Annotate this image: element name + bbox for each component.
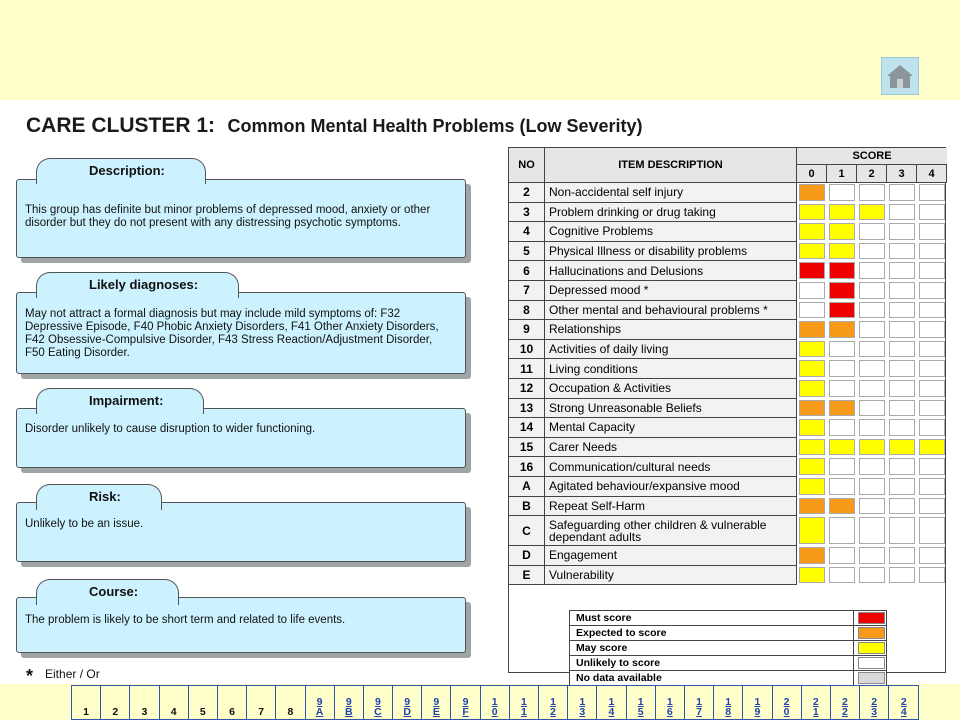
- row-number: 8: [509, 301, 545, 321]
- care-cluster-slide: [0, 100, 960, 684]
- score-cell-unlikely: [889, 478, 915, 495]
- score-cell-unlikely: [919, 341, 945, 358]
- score-cell-unlikely: [919, 458, 945, 475]
- row-description-text: Carer Needs: [549, 440, 618, 455]
- row-description-text: Mental Capacity: [549, 420, 636, 435]
- nav-cluster-22[interactable]: [831, 686, 860, 719]
- table-row: [509, 399, 947, 419]
- nav-label: 9C: [374, 696, 382, 718]
- row-description: [545, 516, 797, 546]
- risk-heading: Risk:: [36, 484, 162, 510]
- score-cell-expected: [799, 498, 825, 515]
- score-cell-unlikely: [859, 223, 885, 240]
- nav-label: 24: [900, 696, 907, 718]
- score-cell-unlikely: [889, 419, 915, 436]
- score-cell-may: [799, 341, 825, 358]
- score-cell-may: [799, 204, 825, 221]
- row-description: [545, 359, 797, 379]
- score-cell-unlikely: [829, 567, 855, 584]
- score-cell-unlikely: [829, 184, 855, 201]
- score-cell-unlikely: [919, 360, 945, 377]
- row-description: [545, 320, 797, 340]
- score-cell-unlikely: [859, 302, 885, 319]
- nav-label: 12: [550, 696, 557, 718]
- score-cell-unlikely: [859, 262, 885, 279]
- row-number: 14: [509, 418, 545, 438]
- score-cell-unlikely: [919, 478, 945, 495]
- score-cell-unlikely: [799, 302, 825, 319]
- table-row: [509, 242, 947, 262]
- score-cell-unlikely: [889, 223, 915, 240]
- score-cell-unlikely: [829, 517, 855, 544]
- nav-cluster-11[interactable]: [510, 686, 539, 719]
- score-cell-unlikely: [919, 243, 945, 260]
- nav-label: 2: [112, 706, 119, 718]
- row-description-text: Other mental and behavioural problems *: [549, 302, 768, 317]
- table-row: [509, 566, 947, 586]
- table-row: [509, 320, 947, 340]
- row-description: [545, 183, 797, 203]
- legend-label: May score: [570, 641, 854, 656]
- nav-cluster-23[interactable]: [860, 686, 889, 719]
- score-cell-unlikely: [889, 204, 915, 221]
- score-cell-unlikely: [889, 302, 915, 319]
- nav-cluster-9d[interactable]: [393, 686, 422, 719]
- top-banner: [0, 0, 960, 100]
- score-cell-may: [829, 204, 855, 221]
- table-row: [509, 203, 947, 223]
- diagnoses-text: May not attract a formal diagnosis but may include mild symptoms of: F32 Depressive Episode, F40 Phobic Anxiety Disorders, F41 Other Anxiety Disorders, F42 Obsessive-Compulsive Disorder, F43 Stress Reaction/Adjustment Disorder, F50 Eating Disorder.: [25, 308, 439, 359]
- score-cell-unlikely: [859, 478, 885, 495]
- table-row: [509, 546, 947, 566]
- nav-label: 7: [258, 706, 265, 718]
- course-callout: [16, 579, 466, 653]
- score-cell-may: [799, 223, 825, 240]
- score-cell-may: [829, 223, 855, 240]
- nav-label: 21: [812, 696, 819, 718]
- score-cell-unlikely: [919, 547, 945, 564]
- row-description: [545, 379, 797, 399]
- score-cell-may: [889, 439, 915, 456]
- risk-text: Unlikely to be an issue.: [25, 518, 144, 530]
- score-cell-must: [829, 262, 855, 279]
- nav-cluster-14[interactable]: [597, 686, 626, 719]
- row-description: [545, 301, 797, 321]
- nav-cluster-20[interactable]: [773, 686, 802, 719]
- score-cell-expected: [829, 498, 855, 515]
- row-number: 7: [509, 281, 545, 301]
- row-description-text: Agitated behaviour/expansive mood: [549, 479, 740, 494]
- footnote: [26, 660, 100, 687]
- score-cell-unlikely: [889, 458, 915, 475]
- score-cell-unlikely: [919, 204, 945, 221]
- title-sub: Common Mental Health Problems (Low Severity): [227, 116, 643, 136]
- nav-label: 22: [842, 696, 848, 718]
- legend-row: [570, 641, 886, 656]
- score-cell-unlikely: [889, 498, 915, 515]
- score-cell-unlikely: [859, 458, 885, 475]
- description-heading: Description:: [36, 158, 206, 184]
- score-cell-unlikely: [859, 321, 885, 338]
- legend-row: [570, 626, 886, 641]
- score-cell-may: [799, 478, 825, 495]
- row-description-text: Relationships: [549, 322, 622, 337]
- nav-label: 9A: [315, 696, 324, 718]
- row-description: [545, 497, 797, 517]
- row-description-text: Occupation & Activities: [549, 381, 672, 396]
- score-cell-may: [799, 360, 825, 377]
- score-cell-unlikely: [889, 567, 915, 584]
- nav-label: 5: [199, 706, 206, 718]
- row-description: [545, 546, 797, 566]
- score-cell-unlikely: [889, 184, 915, 201]
- header-no: NO: [509, 148, 545, 183]
- table-row: [509, 340, 947, 360]
- nav-label: 8: [287, 706, 294, 718]
- score-cell-unlikely: [829, 547, 855, 564]
- score-cell-unlikely: [859, 547, 885, 564]
- score-cell-unlikely: [859, 341, 885, 358]
- row-description: [545, 222, 797, 242]
- nav-label: 19: [754, 696, 761, 718]
- nav-label: 15: [637, 696, 644, 718]
- header-score: SCORE: [797, 148, 947, 165]
- row-description-text: Vulnerability: [549, 568, 614, 583]
- score-cell-unlikely: [889, 400, 915, 417]
- score-cell-unlikely: [919, 302, 945, 319]
- nav-label: 17: [696, 696, 702, 718]
- score-cell-unlikely: [919, 262, 945, 279]
- score-cell-unlikely: [829, 419, 855, 436]
- course-heading: Course:: [36, 579, 179, 605]
- description-callout: [16, 158, 466, 258]
- score-cell-expected: [829, 321, 855, 338]
- score-cell-unlikely: [859, 184, 885, 201]
- row-number: 4: [509, 222, 545, 242]
- course-text: The problem is likely to be short term and related to life events.: [25, 614, 346, 626]
- legend-label: Must score: [570, 611, 854, 626]
- description-text: This group has definite but minor problems of depressed mood, anxiety or other disorder but they do not present with any distressing psychotic symptoms.: [25, 204, 431, 229]
- score-cell-may: [859, 439, 885, 456]
- score-col-header: 0: [797, 165, 827, 183]
- nav-cluster-18[interactable]: [714, 686, 743, 719]
- nav-cluster-1[interactable]: [72, 686, 101, 719]
- nav-label: 3: [141, 706, 148, 718]
- title-main: CARE CLUSTER 1:: [26, 114, 216, 137]
- score-cell-unlikely: [859, 380, 885, 397]
- table-row: [509, 183, 947, 203]
- score-col-header: 3: [887, 165, 917, 183]
- score-cell-unlikely: [919, 567, 945, 584]
- row-number: 11: [509, 359, 545, 379]
- nav-cluster-3[interactable]: [130, 686, 159, 719]
- nav-cluster-10[interactable]: [481, 686, 510, 719]
- score-cell-unlikely: [859, 498, 885, 515]
- nav-cluster-5[interactable]: [189, 686, 218, 719]
- nav-label: 9F: [462, 696, 469, 718]
- score-cell-may: [829, 243, 855, 260]
- score-cell-unlikely: [829, 380, 855, 397]
- row-number: B: [509, 497, 545, 517]
- score-cell-may: [799, 243, 825, 260]
- diagnoses-heading: Likely diagnoses:: [36, 272, 239, 298]
- score-cell-unlikely: [889, 262, 915, 279]
- nav-label: 14: [608, 696, 615, 718]
- row-description: [545, 566, 797, 586]
- table-row: [509, 222, 947, 242]
- row-description-text: Living conditions: [549, 361, 638, 376]
- row-description-text: Repeat Self-Harm: [549, 498, 646, 513]
- score-cell-expected: [799, 184, 825, 201]
- nav-cluster-2[interactable]: [101, 686, 130, 719]
- nav-cluster-19[interactable]: [743, 686, 772, 719]
- score-cell-must: [829, 302, 855, 319]
- score-cell-unlikely: [889, 380, 915, 397]
- nav-cluster-13[interactable]: [568, 686, 597, 719]
- row-description-text: Safeguarding other children & vulnerable dependant adults: [549, 517, 767, 544]
- nav-label: 11: [520, 696, 527, 718]
- score-cell-unlikely: [889, 517, 915, 544]
- row-number: D: [509, 546, 545, 566]
- score-cell-unlikely: [919, 321, 945, 338]
- score-cell-must: [799, 262, 825, 279]
- home-button[interactable]: [881, 57, 919, 95]
- score-cell-expected: [799, 547, 825, 564]
- score-cell-expected: [799, 321, 825, 338]
- row-description: [545, 477, 797, 497]
- nav-label: 9B: [344, 696, 353, 718]
- row-number: 2: [509, 183, 545, 203]
- score-cell-unlikely: [829, 478, 855, 495]
- nav-cluster-9f[interactable]: [451, 686, 480, 719]
- row-number: 10: [509, 340, 545, 360]
- footnote-text: Either / Or: [45, 666, 100, 681]
- page-title: [26, 114, 643, 138]
- nav-cluster-12[interactable]: [539, 686, 568, 719]
- row-description-text: Strong Unreasonable Beliefs: [549, 400, 702, 415]
- score-cell-may: [799, 439, 825, 456]
- row-number: 9: [509, 320, 545, 340]
- table-row: [509, 379, 947, 399]
- score-cell-unlikely: [919, 282, 945, 299]
- row-description-text: Cognitive Problems: [549, 224, 654, 239]
- nav-cluster-6[interactable]: [218, 686, 247, 719]
- score-cell-may: [829, 439, 855, 456]
- score-cell-unlikely: [829, 360, 855, 377]
- legend-swatch: [858, 672, 885, 684]
- score-cell-unlikely: [889, 547, 915, 564]
- legend-row: [570, 656, 886, 671]
- score-cell-must: [829, 282, 855, 299]
- row-description-text: Engagement: [549, 548, 618, 563]
- row-number: 13: [509, 399, 545, 419]
- nav-label: 6: [229, 706, 235, 718]
- legend-swatch: [858, 627, 885, 639]
- nav-cluster-9b[interactable]: [335, 686, 364, 719]
- row-description: [545, 281, 797, 301]
- legend: [569, 610, 887, 687]
- score-grid: [508, 147, 946, 684]
- score-cell-unlikely: [919, 498, 945, 515]
- table-row: [509, 301, 947, 321]
- legend-label: Expected to score: [570, 626, 854, 641]
- score-cell-unlikely: [859, 567, 885, 584]
- row-description-text: Problem drinking or drug taking: [549, 204, 716, 219]
- nav-label: 1: [83, 706, 90, 718]
- nav-label: 20: [783, 696, 790, 718]
- nav-cluster-8[interactable]: [276, 686, 305, 719]
- score-cell-unlikely: [919, 380, 945, 397]
- score-cell-may: [799, 458, 825, 475]
- score-cell-may: [799, 567, 825, 584]
- nav-cluster-9c[interactable]: [364, 686, 393, 719]
- row-number: 6: [509, 261, 545, 281]
- score-cell-may: [799, 380, 825, 397]
- nav-label: 10: [491, 696, 498, 718]
- score-cell-unlikely: [919, 223, 945, 240]
- score-cell-may: [799, 419, 825, 436]
- row-description: [545, 438, 797, 458]
- score-cell-may: [919, 439, 945, 456]
- impairment-callout: [16, 388, 466, 468]
- nav-cluster-21[interactable]: [802, 686, 831, 719]
- legend-swatch: [858, 657, 885, 669]
- score-cell-unlikely: [859, 419, 885, 436]
- risk-callout: [16, 484, 466, 562]
- score-cell-unlikely: [889, 341, 915, 358]
- score-col-header: 1: [827, 165, 857, 183]
- score-cell-unlikely: [859, 243, 885, 260]
- nav-cluster-24[interactable]: [889, 686, 918, 719]
- score-cell-unlikely: [829, 341, 855, 358]
- score-cell-unlikely: [919, 184, 945, 201]
- score-cell-unlikely: [859, 517, 885, 544]
- table-row: [509, 477, 947, 497]
- table-row: [509, 418, 947, 438]
- legend-row: [570, 611, 886, 626]
- row-description: [545, 242, 797, 262]
- legend-label: Unlikely to score: [570, 656, 854, 671]
- row-description-text: Depressed mood *: [549, 283, 649, 298]
- row-number: 12: [509, 379, 545, 399]
- impairment-heading: Impairment:: [36, 388, 204, 414]
- score-cell-unlikely: [919, 517, 945, 544]
- score-cell-unlikely: [919, 400, 945, 417]
- table-row: [509, 438, 947, 458]
- row-number: 5: [509, 242, 545, 262]
- nav-cluster-9e[interactable]: [422, 686, 451, 719]
- row-number: 16: [509, 457, 545, 477]
- nav-cluster-7[interactable]: [247, 686, 276, 719]
- row-description-text: Hallucinations and Delusions: [549, 263, 704, 278]
- score-cell-may: [859, 204, 885, 221]
- legend-swatch: [858, 642, 885, 654]
- impairment-text: Disorder unlikely to cause disruption to wider functioning.: [25, 423, 316, 435]
- row-number: A: [509, 477, 545, 497]
- row-description-text: Communication/cultural needs: [549, 459, 711, 474]
- table-row: [509, 261, 947, 281]
- score-col-header: 2: [857, 165, 887, 183]
- row-description: [545, 340, 797, 360]
- row-number: 3: [509, 203, 545, 223]
- score-cell-expected: [829, 400, 855, 417]
- cluster-nav-bar: [71, 685, 919, 720]
- table-row: [509, 359, 947, 379]
- footnote-star: *: [26, 666, 34, 686]
- row-description-text: Physical Illness or disability problems: [549, 244, 748, 259]
- score-cell-unlikely: [859, 282, 885, 299]
- row-number: 15: [509, 438, 545, 458]
- row-number: E: [509, 566, 545, 586]
- nav-label: 18: [725, 696, 732, 718]
- nav-label: 16: [666, 696, 673, 718]
- score-col-header: 4: [917, 165, 947, 183]
- row-description-text: Activities of daily living: [549, 342, 669, 357]
- nav-cluster-9a[interactable]: [306, 686, 335, 719]
- nav-cluster-17[interactable]: [685, 686, 714, 719]
- score-cell-unlikely: [889, 360, 915, 377]
- score-cell-unlikely: [919, 419, 945, 436]
- score-cell-unlikely: [829, 458, 855, 475]
- nav-cluster-4[interactable]: [160, 686, 189, 719]
- score-cell-may: [799, 517, 825, 544]
- score-cell-unlikely: [889, 243, 915, 260]
- table-row: [509, 457, 947, 477]
- score-cell-unlikely: [889, 282, 915, 299]
- row-description: [545, 418, 797, 438]
- nav-label: 9D: [403, 696, 411, 718]
- nav-cluster-15[interactable]: [627, 686, 656, 719]
- row-description: [545, 457, 797, 477]
- row-number: C: [509, 516, 545, 546]
- nav-label: 23: [871, 696, 878, 718]
- table-row: [509, 516, 947, 546]
- legend-swatch: [858, 612, 885, 624]
- row-description: [545, 203, 797, 223]
- row-description: [545, 261, 797, 281]
- legend-row: [570, 671, 886, 686]
- home-icon: [885, 62, 915, 90]
- diagnoses-callout: [16, 272, 466, 374]
- score-cell-unlikely: [889, 321, 915, 338]
- row-description: [545, 399, 797, 419]
- row-description-text: Non-accidental self injury: [549, 185, 684, 200]
- nav-label: 4: [170, 706, 177, 718]
- legend-label: No data available: [570, 671, 854, 686]
- nav-cluster-16[interactable]: [656, 686, 685, 719]
- table-row: [509, 497, 947, 517]
- nav-label: 13: [579, 696, 586, 718]
- score-cell-unlikely: [799, 282, 825, 299]
- table-row: [509, 281, 947, 301]
- nav-label: 9E: [432, 696, 440, 718]
- score-cell-unlikely: [859, 360, 885, 377]
- score-cell-unlikely: [859, 400, 885, 417]
- header-item-description: ITEM DESCRIPTION: [545, 148, 797, 183]
- score-cell-expected: [799, 400, 825, 417]
